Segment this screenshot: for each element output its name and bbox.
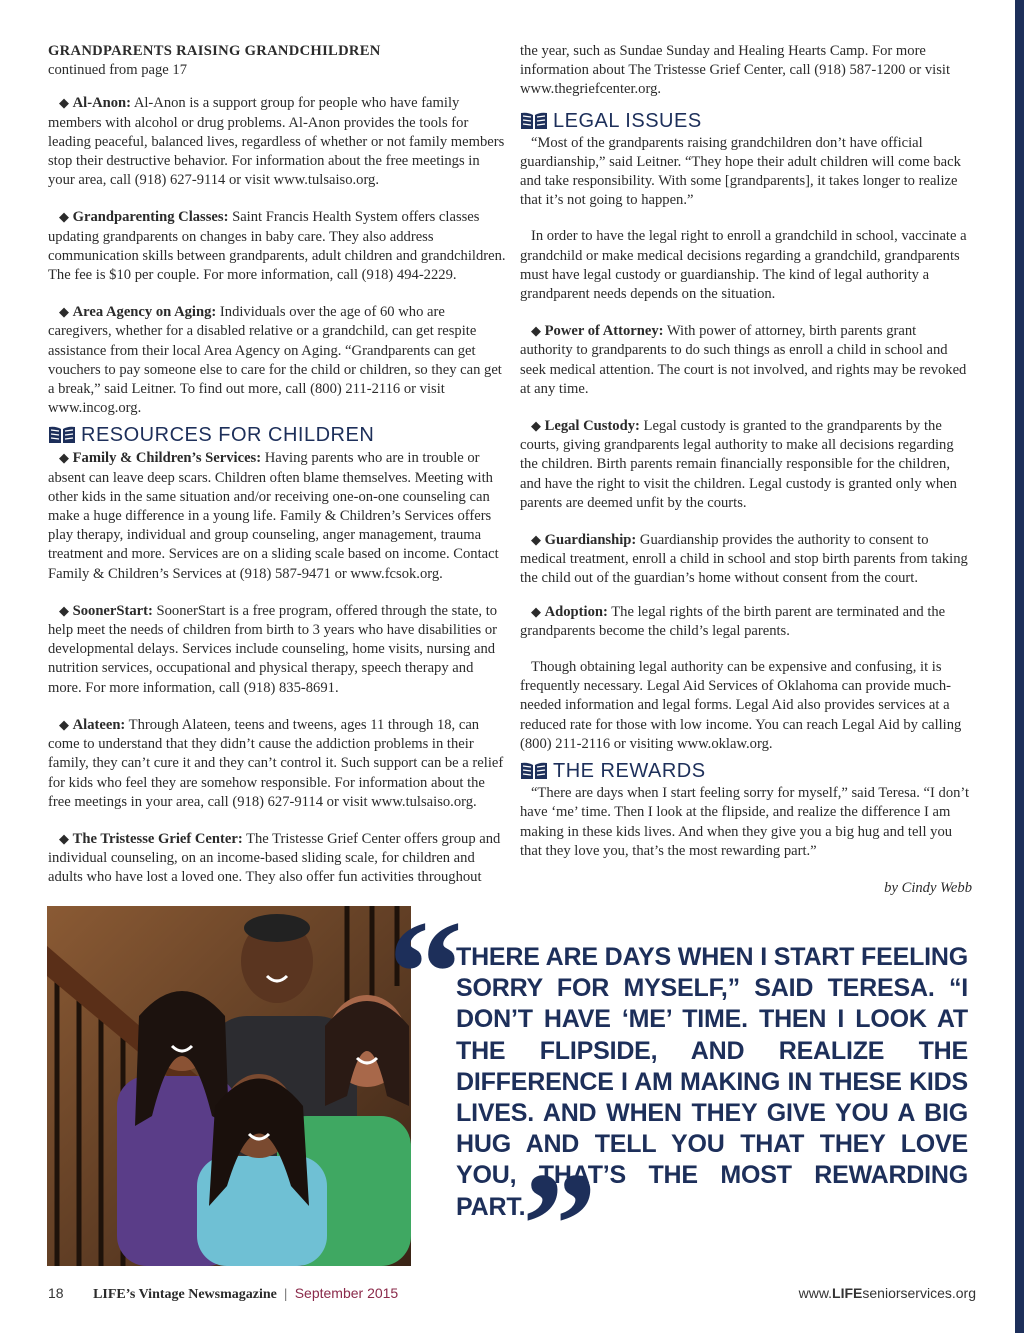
page-number: 18 — [48, 1285, 64, 1301]
section-heading-children: RESOURCES FOR CHILDREN — [48, 424, 506, 446]
family-photo — [47, 906, 411, 1266]
resource-item-al-anon: ◆ Al-Anon: Al-Anon is a support group for people who have family members with alcohol or drug problems. Al-Anon provides the tools for leading peaceful, balanced lives, regardless of whether or not family members stop their destructive behavior. For information about the free meetings in your area, call (918) 627-9114 or visit www.tulsaiso.org. — [48, 95, 505, 189]
section-heading-legal: LEGAL ISSUES — [520, 110, 972, 132]
byline: by Cindy Webb — [884, 879, 972, 896]
close-quote-mark: ” — [522, 1142, 597, 1308]
diamond-bullet-icon: ◆ — [530, 532, 541, 548]
diamond-bullet-icon: ◆ — [530, 418, 541, 434]
legal-paragraph-3: Though obtaining legal authority can be expensive and confusing, it is frequently necessary. Legal Aid Services of Oklahoma can provide much-needed information and legal forms. Legal Aid also provides services at a reduced rate for those with low income. You can reach Legal Aid by calling (800) 211-2116 or visiting www.oklaw.org. — [520, 659, 962, 752]
legal-item-adoption: ◆ Adoption: The legal rights of the birth parent are terminated and the grandparents become the child’s legal parents. — [520, 603, 946, 639]
footer-separator: | — [284, 1287, 288, 1302]
resource-item-alateen: ◆ Alateen: Through Alateen, teens and tweens, ages 11 through 18, can come to understand that they didn’t cause the addiction problems in their family, they can’t cure it and they can’t control it. Such support can be a relief for kids who feel they are somehow responsible. For information about the free meetings in your area, call (918) 627-9114 or visit www.tulsaiso.org. — [48, 716, 504, 810]
legal-item-power-of-attorney: ◆ Power of Attorney: With power of attorney, birth parents grant authority to grandparents to do such things as enroll a child in school and seek medical attention. The court is not involved, and rights may be revoked at any time. — [520, 323, 967, 397]
rewards-paragraph: “There are days when I start feeling sorry for myself,” said Teresa. “I don’t have ‘me’ time. Then I look at the flipside, and realize the difference I am making in these kids lives. And when they give you a big hug and tell you that they love you, that’s the most rewarding part.” — [520, 785, 970, 859]
legal-paragraph-2: In order to have the legal right to enroll a grandchild in school, vaccinate a grandchild or make medical decisions regarding a grandchild, grandparents must have legal custody or guardianship. The kind of legal authority a grandparent needs depends on the situation. — [520, 228, 967, 303]
resource-item-soonerstart: ◆ SoonerStart: SoonerStart is a free program, offered through the state, to help meet the needs of children from birth to 3 years who have disabilities or developmental delays. Services include counseling, home visits, nursing and nutrition services, occupational and physical therapy, speech therapy and more. For more information, call (918) 835-8691. — [48, 602, 498, 696]
section-heading-rewards: THE REWARDS — [520, 760, 972, 782]
open-book-icon — [48, 425, 76, 445]
pull-quote: THERE ARE DAYS WHEN I START FEELING SORRY FOR MYSELF,” SAID TERESA. “I DON’T HAVE ‘ME’ TIME. THEN I LOOK AT THE FLIPSIDE, AND REALIZE THE DIFFERENCE I AM MAKING IN THESE KIDS LIVES. AND WHEN THEY GIVE YOU A BIG HUG AND TELL YOU THAT THEY LOVE YOU, THAT’S THE MOST REWARDING PART. — [456, 943, 968, 1221]
resource-item-tristesse: ◆ The Tristesse Grief Center: The Tristesse Grief Center offers group and individual counseling, on an income-based sliding scale, for children and adults who have lost a loved one. They also offer fun activities throughout — [48, 830, 501, 886]
open-book-icon — [520, 111, 548, 131]
continued-note: continued from page 17 — [48, 62, 188, 79]
tristesse-continuation: the year, such as Sundae Sunday and Healing Hearts Camp. For more information about The Tristesse Grief Center, call (918) 587-1200 or visit www.thegriefcenter.org. — [520, 43, 950, 98]
legal-item-guardianship: ◆ Guardianship: Guardianship provides the authority to consent to medical treatment, enroll a child in school and stop birth parents from taking the child out of the guardian’s home without consent from the court. — [520, 532, 968, 587]
diamond-bullet-icon: ◆ — [58, 450, 69, 466]
right-column — [520, 42, 972, 898]
diamond-bullet-icon: ◆ — [58, 95, 69, 111]
magazine-name: LIFE’s Vintage Newsmagazine — [93, 1287, 277, 1302]
diamond-bullet-icon: ◆ — [58, 209, 69, 225]
footer-website[interactable]: www.LIFEseniorservices.org — [798, 1285, 976, 1301]
resource-item-grandparenting-classes: ◆ Grandparenting Classes: Saint Francis Health System offers classes updating grandparents on changes in baby care. They also address communication skills between grandparents, adult children and grandchildren. The fee is $10 per couple. For more information, call (918) 494-2229. — [48, 209, 506, 284]
resource-item-family-childrens-services: ◆ Family & Children’s Services: Having parents who are in trouble or absent can leave deep scars. Children often blame themselves. Meeting with other kids in the same situation and/or receiving one-on-one counseling can make a huge difference in a young life. Family & Children’s Services offers play therapy, individual and group counseling, anger management, trauma treatment and more. Services are on a sliding scale based on income. Contact Family & Children’s Services at (918) 587-9471 or www.fcsok.org. — [48, 450, 499, 582]
article-title: GRANDPARENTS RAISING GRANDCHILDREN — [48, 43, 381, 59]
issue-date: September 2015 — [294, 1285, 399, 1301]
footer-left — [48, 1284, 398, 1304]
diamond-bullet-icon: ◆ — [58, 304, 69, 320]
diamond-bullet-icon: ◆ — [58, 830, 69, 846]
family-photo-illustration — [47, 906, 411, 1266]
legal-paragraph-1: “Most of the grandparents raising grandchildren don’t have official guardianship,” said Leitner. “They hope their adult children will come back and take responsibility. With some [grandparents], it takes longer to realize that it’s not going to happen.” — [520, 134, 961, 209]
diamond-bullet-icon: ◆ — [530, 323, 541, 339]
open-quote-mark: “ — [388, 890, 463, 1056]
diamond-bullet-icon: ◆ — [58, 716, 69, 732]
diamond-bullet-icon: ◆ — [58, 602, 69, 618]
left-column — [48, 42, 506, 888]
page-edge-rule — [1015, 0, 1024, 1333]
resource-item-area-agency: ◆ Area Agency on Aging: Individuals over the age of 60 who are caregivers, whether for a disabled relative or a grandchild, can get respite assistance from their local Area Agency on Aging. “Grandparents can get vouchers to pay someone else to care for the child or children, so they can get a break,” said Leitner. To find out more, call (800) 211-2116 or visit www.incog.org. — [48, 304, 502, 417]
legal-item-legal-custody: ◆ Legal Custody: Legal custody is granted to the grandparents by the courts, giving grandparents legal authority to make all decisions regarding the children. Birth parents remain financially responsible for the children, and have the right to visit the children. Legal custody is granted only when parents are deemed unfit by the courts. — [520, 418, 957, 511]
diamond-bullet-icon: ◆ — [530, 603, 541, 619]
open-book-icon — [520, 761, 548, 781]
